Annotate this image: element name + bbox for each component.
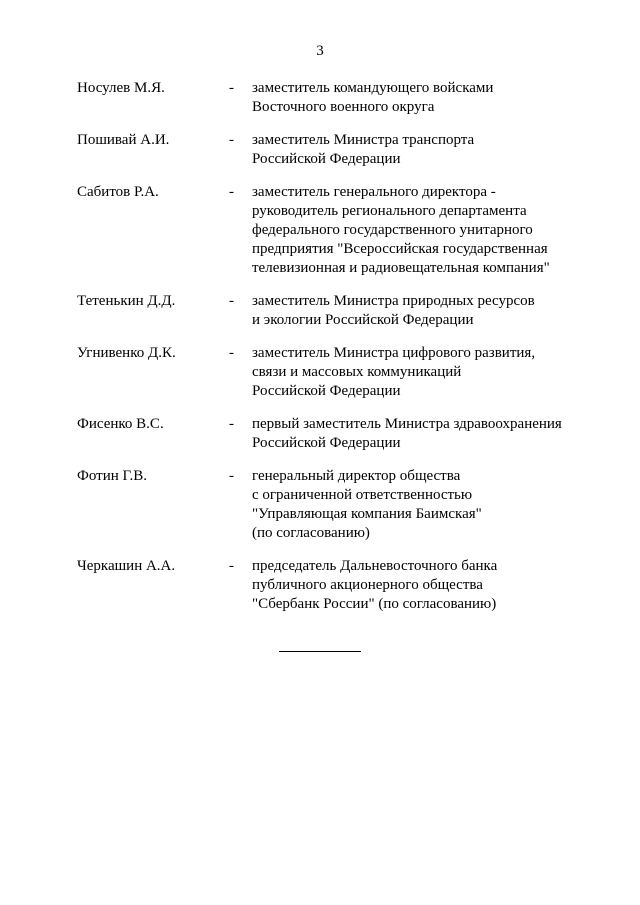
position-line: председатель Дальневосточного банка	[252, 558, 498, 574]
list-item	[77, 131, 597, 169]
member-name: Пошивай А.И.	[77, 132, 170, 148]
position-line: связи и массовых коммуникаций	[252, 364, 462, 380]
list-item	[77, 183, 597, 278]
position-line: руководитель регионального департамента	[252, 203, 527, 219]
list-item	[77, 415, 597, 453]
position-line: Российской Федерации	[252, 151, 401, 167]
member-position	[252, 131, 597, 169]
member-name: Фотин Г.В.	[77, 468, 147, 484]
position-line: Восточного военного округа	[252, 99, 435, 115]
member-name: Угнивенко Д.К.	[77, 345, 176, 361]
position-line: с ограниченной ответственностью	[252, 487, 473, 503]
member-position	[252, 557, 597, 614]
separator-dash: -	[229, 416, 234, 432]
member-position	[252, 415, 597, 453]
position-line: генеральный директор общества	[252, 468, 461, 484]
position-line: "Управляющая компания Баимская"	[252, 506, 482, 522]
member-position	[252, 183, 597, 278]
separator-dash: -	[229, 345, 234, 361]
member-position	[252, 292, 597, 330]
end-divider-line	[279, 651, 361, 652]
position-line: предприятия "Всероссийская государственная	[252, 241, 548, 257]
list-item	[77, 467, 597, 543]
position-line: телевизионная и радиовещательная компания"	[252, 260, 550, 276]
position-line: заместитель генерального директора -	[252, 184, 496, 200]
position-line: заместитель Министра транспорта	[252, 132, 475, 148]
list-item	[77, 79, 597, 117]
separator-dash: -	[229, 293, 234, 309]
position-line: заместитель Министра цифрового развития,	[252, 345, 536, 361]
position-line: заместитель Министра природных ресурсов	[252, 293, 535, 309]
member-position	[252, 344, 597, 401]
separator-dash: -	[229, 558, 234, 574]
member-position	[252, 467, 597, 543]
position-line: "Сбербанк России" (по согласованию)	[252, 596, 497, 612]
position-line: Российской Федерации	[252, 383, 401, 399]
position-line: и экологии Российской Федерации	[252, 312, 474, 328]
list-item	[77, 344, 597, 401]
separator-dash: -	[229, 468, 234, 484]
position-line: федерального государственного унитарного	[252, 222, 533, 238]
list-item	[77, 557, 597, 614]
separator-dash: -	[229, 80, 234, 96]
member-name: Фисенко В.С.	[77, 416, 164, 432]
position-line: первый заместитель Министра здравоохранения	[252, 416, 562, 432]
member-position	[252, 79, 597, 117]
separator-dash: -	[229, 132, 234, 148]
member-name: Тетенькин Д.Д.	[77, 293, 176, 309]
member-list	[77, 79, 597, 628]
position-line: (по согласованию)	[252, 525, 370, 541]
position-line: заместитель командующего войсками	[252, 80, 494, 96]
separator-dash: -	[229, 184, 234, 200]
page-number: 3	[316, 43, 324, 59]
list-item	[77, 292, 597, 330]
position-line: публичного акционерного общества	[252, 577, 483, 593]
member-name: Черкашин А.А.	[77, 558, 176, 574]
position-line: Российской Федерации	[252, 435, 401, 451]
member-name: Сабитов Р.А.	[77, 184, 159, 200]
member-name: Носулев М.Я.	[77, 80, 165, 96]
